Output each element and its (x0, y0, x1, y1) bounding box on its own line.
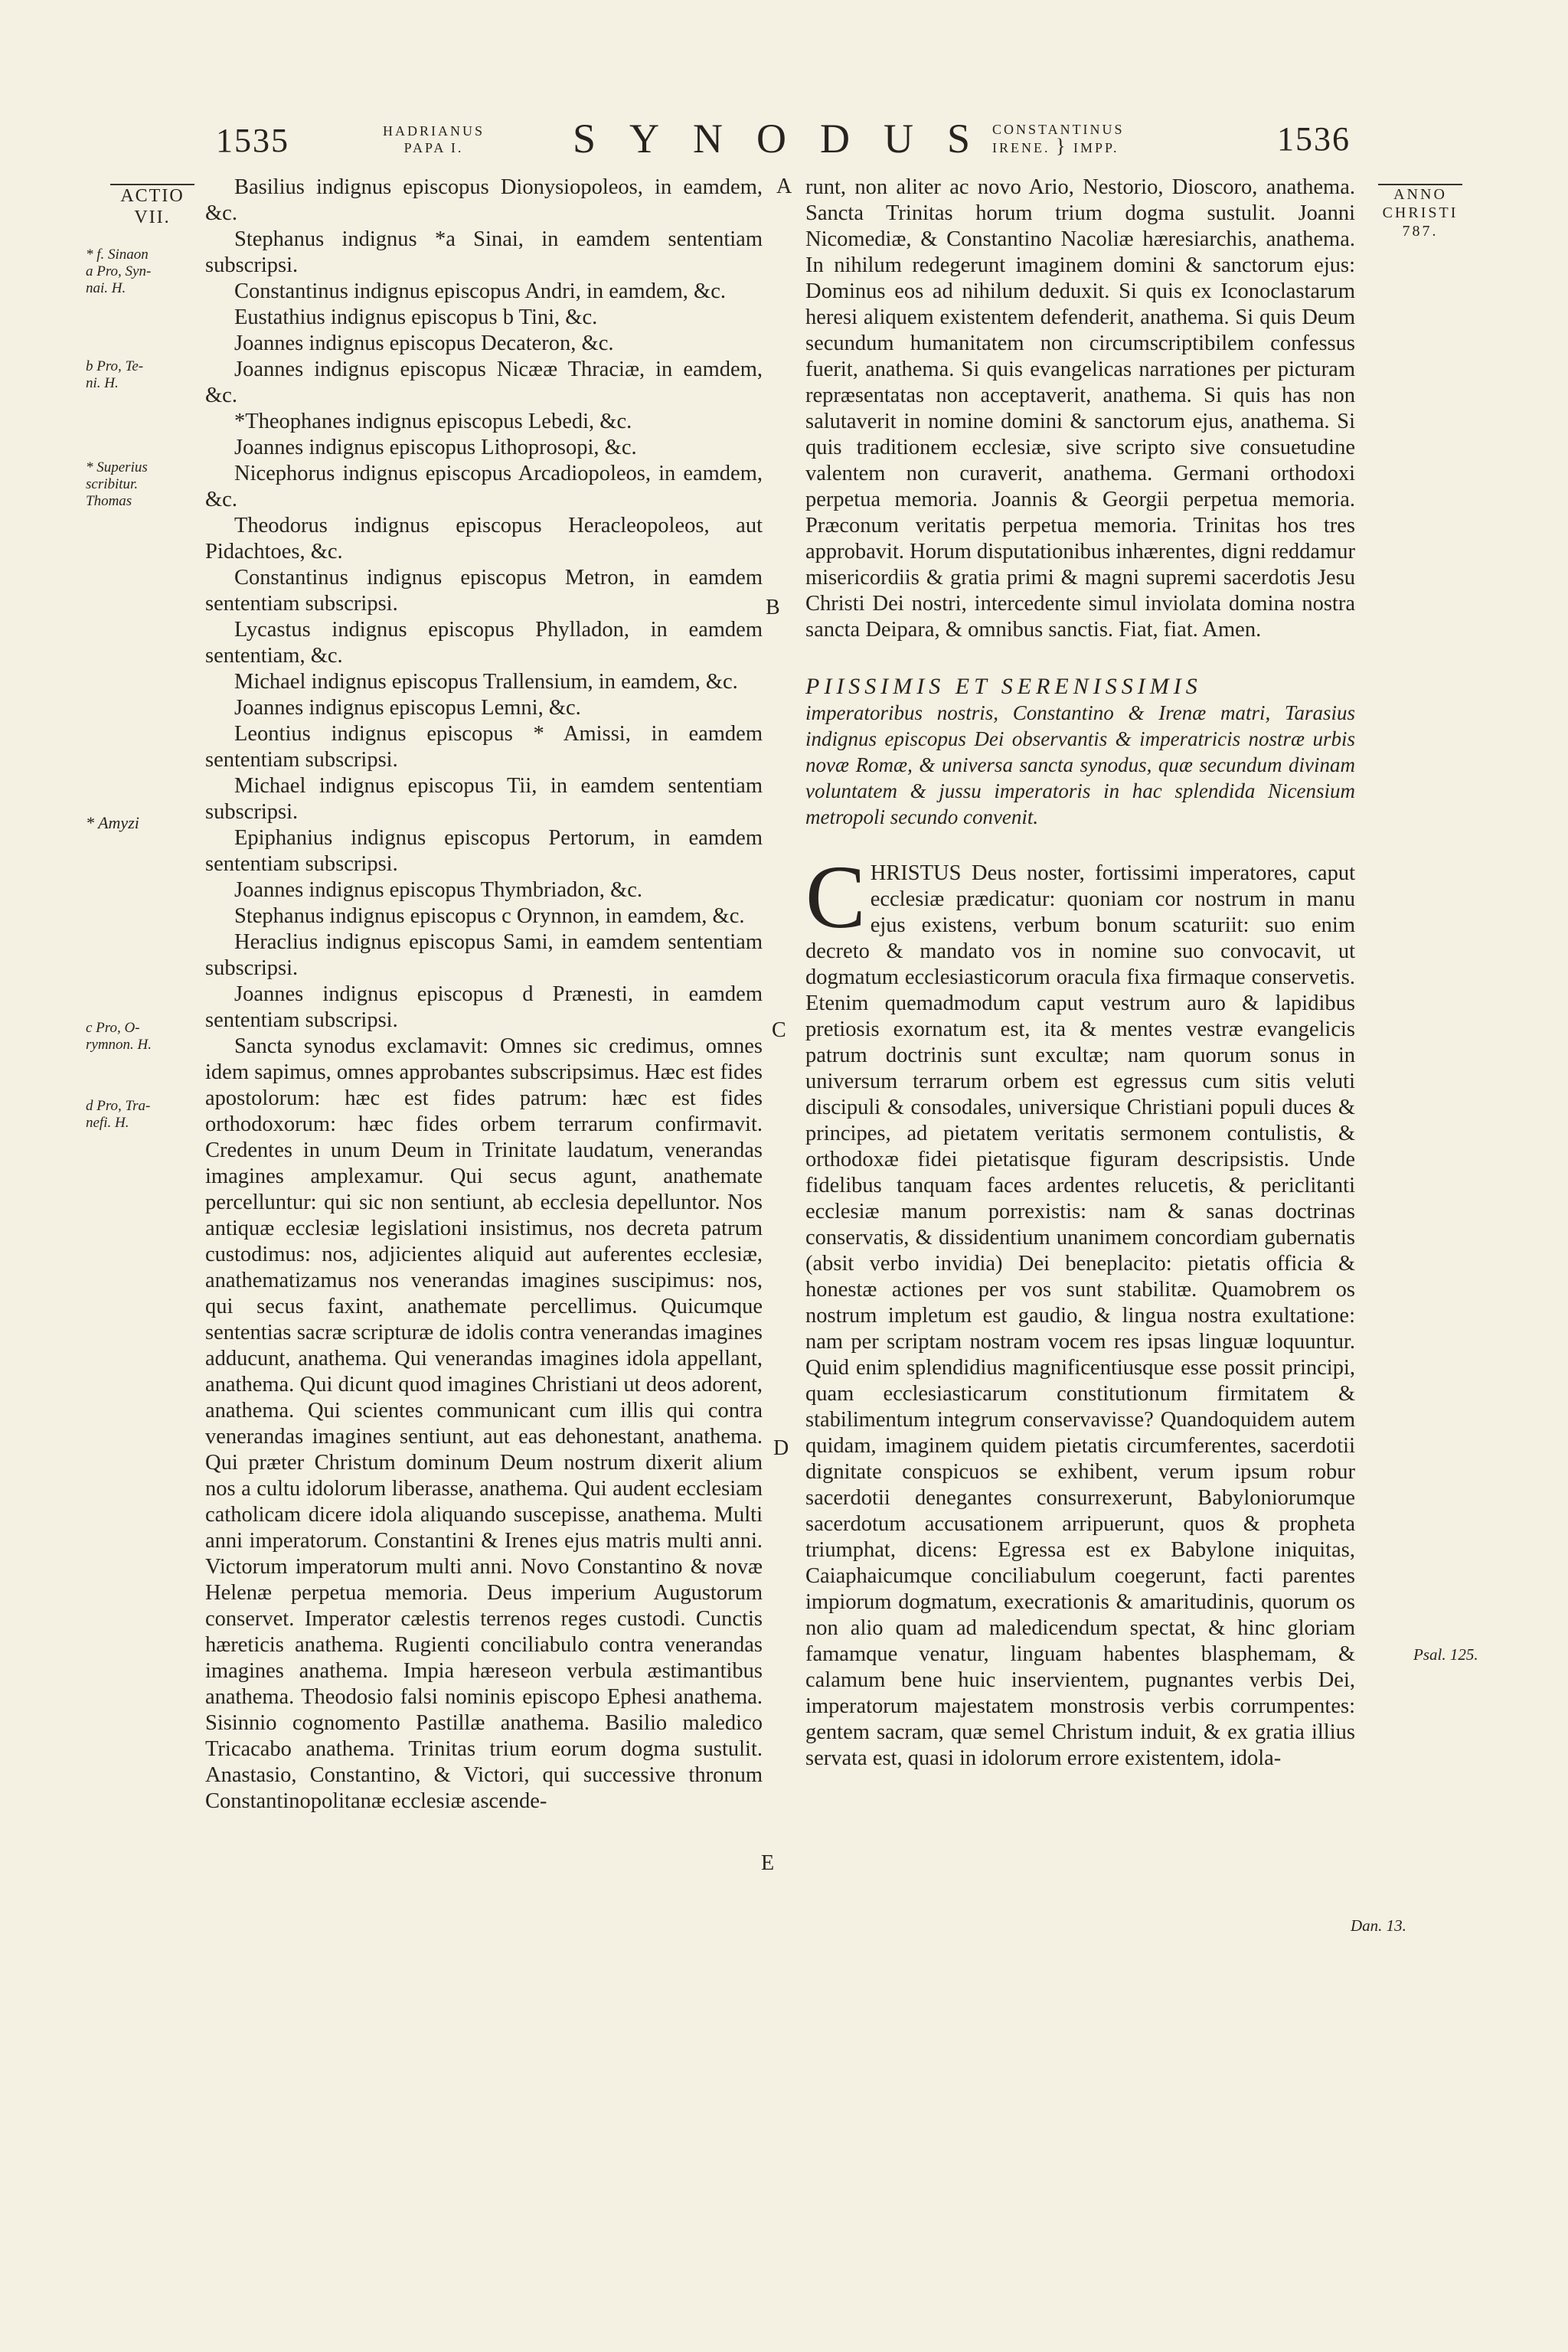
left-column (205, 175, 763, 1815)
margin-note-line: * f. Sinaon (86, 247, 149, 263)
section-letter-b: B (766, 596, 780, 619)
margin-note-tranefi (86, 1098, 150, 1132)
subscription-line: Heraclius indignus episcopus Sami, in eamdem sententiam subscripsi. (205, 930, 763, 980)
subscription-line: Joannes indignus episcopus d Prænesti, in eamdem sententiam subscripsi. (205, 982, 763, 1032)
subscription-line: Stephanus indignus episcopus c Orynnon, in eamdem, &c. (234, 904, 745, 928)
subscription-line: Michael indignus episcopus Trallensium, in eamdem, &c. (234, 670, 738, 694)
header-constantinus (992, 121, 1125, 156)
margin-note-sinaon (86, 247, 151, 297)
margin-note-line: Thomas (86, 493, 132, 509)
subscription-line: Constantinus indignus episcopus Andri, in eamdem, &c. (234, 279, 726, 303)
margin-note-line: d Pro, Tra- (86, 1098, 151, 1114)
section-letter-e: E (761, 1851, 775, 1875)
margin-note-line: c Pro, O- (86, 1020, 140, 1036)
header-constantinus-line1: CONSTANTINUS (992, 122, 1125, 137)
margin-note-amyzi (86, 815, 139, 831)
margin-note-line: nai. H. (86, 280, 126, 296)
anno-line2: CHRISTI (1382, 204, 1459, 221)
margin-note-teni (86, 358, 143, 392)
actio-line1: ACTIO (120, 186, 185, 206)
section-letter-a: A (776, 175, 792, 198)
margin-note-line: ni. H. (86, 375, 119, 391)
subscription-line: Joannes indignus episcopus Lithoprosopi, &c. (234, 436, 637, 459)
subscription-line: Joannes indignus episcopus Decateron, &c. (234, 332, 614, 355)
actio-label (110, 184, 194, 228)
subscription-line: Stephanus indignus *a Sinai, in eamdem sententiam subscripsi. (205, 227, 763, 277)
margin-note-thomas (86, 459, 148, 510)
page-number-left: 1535 (216, 122, 289, 159)
margin-note-line: nefi. H. (86, 1115, 129, 1131)
subscription-line: Theodorus indignus episcopus Heracleopoleos, aut Pidachtoes, &c. (205, 514, 763, 564)
header-constantinus-irene: IRENE. (992, 140, 1050, 155)
christus-text: HRISTUS Deus noster, fortissimi imperatores, caput ecclesiæ prædicatur: quoniam cor nostrum in manu ejus existens, verbum bonum scaturiit: suo enim decreto & mandato vos in nomine suo convocavit, ut dogmatum ecclesiasticorum oracula fixa firmaque conservetis. Etenim quemadmodum caput vestrum auro & lapidibus pretiosis exornatum est, ita & mentes vestræ evangelicis patrum doctrinis sunt excultæ; nam quorum sonus in universum terrarum orbem est egressus cum sitis veluti discipuli & consodales, universique Christiani populi duces & principes, ad pietatem veritatis sermonem contulistis, & orthodoxæ fidei pietatisque figuram descripsistis. Unde fidelibus tanquam faces ardentes relucetis, & periclitanti ecclesiæ manum porrexistis: nam & sanas doctrinas conservatis, & dissidentium unanimem concordiam gubernatis (absit verbo invidia) Dei beneplacito: pietatis officia & honestæ actiones per vos sunt stabilitæ. Quamobrem os nostrum impletum est gaudio, & lingua nostra exultatione: nam per scriptam nostram vocem res ipsas linguæ loquuntur. Quid enim splendidius magnificentiusque esse possit principi, quam ecclesiasticarum constitutionum firmitatem & stabilimentum integrum conservavisse? Quandoquidem autem quidam, imaginem quidem pietatis circumferentes, sacerdotii dignitate conspicuos se exhibent, verum ipsum robur sacerdotii denegantes consurrexerunt, Babyloniorumque sacerdotum accusationem arripuerunt, quos & propheta triumphat, dicens: Egressa est ex Babylone iniquitas, Caiaphaicumque conciliabulum coegerunt, facti parentes impiorum dogmatum, execrationis & amaritudinis, quorum os non alio quam ad maledicendum spectat, & hinc gloriam famamque venatur, linguam habentes blasphemam, & calamum bene huic inservientem, pugnantes verbis Dei, imperatorum majestatem monstrosis verbis corrumpentes: gentem sacram, quæ semel Christum induit, & ex gratia illius servata est, quasi in idolorum errore existentem, idola- (805, 861, 1355, 1770)
margin-note-line: * Amyzi (86, 813, 139, 832)
subscription-line: Constantinus indignus episcopus Metron, in eamdem sententiam subscripsi. (205, 566, 763, 616)
christus-paragraph (805, 847, 1355, 1772)
margin-note-line: b Pro, Te- (86, 358, 144, 374)
margin-note-line: rymnon. H. (86, 1037, 152, 1053)
right-column (805, 175, 1355, 1772)
margin-note-orymnon (86, 1020, 152, 1054)
header-constantinus-line2: IRENE. } IMPP. (992, 135, 1119, 157)
letter-heading-title: PIISSIMIS ET SERENISSIMIS (805, 674, 1202, 699)
subscription-line: Lycastus indignus episcopus Phylladon, in eamdem sententiam, &c. (205, 618, 763, 668)
header-hadrianus-line2: PAPA I. (403, 140, 464, 155)
margin-note-line: * Superius (86, 459, 148, 475)
margin-note-line: a Pro, Syn- (86, 263, 152, 279)
margin-note-psalm: Psal. 125. (1413, 1645, 1478, 1664)
header-title: SYNODUS (573, 116, 1004, 162)
subscription-line: Epiphanius indignus episcopus Pertorum, in eamdem sententiam subscripsi. (205, 826, 763, 876)
section-letter-c: C (772, 1018, 786, 1042)
acclamation-paragraph: Sancta synodus exclamavit: Omnes sic credimus, omnes idem sapimus, omnes approbantes subscripsimus. Hæc est fides apostolorum: hæc est fides patrum: hæc est fides orthodoxorum: hæc fides orbem terrarum confirmavit. Credentes in unum Deum in Trinitate laudatum, venerandas imagines amplexamur. Qui secus agunt, anathemate percelluntur: qui sic non sentiunt, ab ecclesia depelluntor. Nos antiquæ ecclesiæ legislationi insistimus, nos decreta patrum custodimus: nos, adjicientes aliquid aut auferentes ecclesiæ, anathematizamus nos venerandas imagines suscipimus: nos, qui secus faxint, anathemate percellimus. Quicumque sententias sacræ scripturæ de idolis contra venerandas imagines adducunt, anathema. Qui venerandas imagines idola appellant, anathema. Qui dicunt quod imagines Christiani ut deos adorent, anathema. Qui scientes communicant cum illis qui contra venerandas imagines sentiunt, aut eas dehonestant, anathema. Qui præter Christum dominum Deum nostrum dixerit alium nos a cultu idolorum liberasse, anathema. Qui audent ecclesiam catholicam dicere idola aliquando suscepisse, anathema. Multi anni imperatorum. Constantini & Irenes ejus matris multi anni. Victorum imperatorum multi anni. Novo Constantino & novæ Helenæ perpetua memoria. Deus imperium Augustorum conservet. Imperator cælestis terrenos reges custodi. Cunctis hæreticis anathema. Rugienti conciliabulo contra venerandas imagines anathema. Impia hæreseon verbula æstimantibus anathema. Theodosio falsi nominis episcopo Ephesi anathema. Sisinnio cognomento Pastillæ anathema. Basilio maledico Tricacabo anathema. Trinitas trium eorum dogma sustulit. Anastasio, Constantino, & Victori, qui successive thronum Constantinopolitanæ ecclesiæ ascende- (205, 1034, 763, 1813)
letter-heading-subtitle: imperatoribus nostris, Constantino & Irenæ matri, Tarasius indignus episcopus Dei observantis & imperatricis nostræ urbis novæ Romæ, & universa sancta synodus, quæ secundum divinam voluntatem & jussu imperatoris in hac splendida Nicensium metropoli secundo convenit. (805, 701, 1355, 828)
anno-line3: 787. (1402, 223, 1439, 240)
letter-heading (805, 674, 1355, 830)
subscription-line: *Theophanes indignus episcopus Lebedi, &c. (234, 410, 632, 433)
subscription-line: Eustathius indignus episcopus b Tini, &c. (234, 305, 598, 329)
subscription-line: Nicephorus indignus episcopus Arcadiopoleos, in eamdem, &c. (205, 462, 763, 511)
section-letter-d: D (773, 1436, 789, 1460)
continuation-paragraph: runt, non aliter ac novo Ario, Nestorio, Dioscoro, anathema. Sancta Trinitas horum trium dogma sustulit. Joanni Nicomediæ, & Constantino Nacoliæ hæresiarchis, anathema. In nihilum redegerunt imaginem domini & sanctorum ejus: Dominus eos ad nihilum deduxit. Si quis ex Iconoclastarum heresi aliquem existentem defenderit, anathema. Si quis Deum secundum humanitatem non circumscriptibilem confessus fuerit, anathema. Si quis evangelicas narrationes per picturam repræsentatas non acceptaverit, anathema. Si quis has non salutaverit in nomine domini & sanctorum ejus, anathema. Si quis traditionem ecclesiæ, sive scripto sive consuetudine valentem non curaverit, anathema. Germani orthodoxi perpetua memoria. Joannis & Georgii perpetua memoria. Præconum veritatis perpetua memoria. Trinitas hos tres approbavit. Horum disputationibus inhærentes, digni reddamur misericordiis & gratia primi & magni supremi sacerdotis Jesu Christi Dei nostri, intercedente simul inviolata domina nostra sancta Deipara, & omnibus sanctis. Fiat, fiat. Amen. (805, 175, 1355, 642)
anno-line1: ANNO (1393, 186, 1447, 203)
margin-note-daniel: Dan. 13. (1351, 1916, 1406, 1935)
drop-cap: C (805, 847, 866, 947)
header-hadrianus (383, 122, 485, 156)
header-hadrianus-line1: HADRIANUS (383, 123, 485, 139)
subscription-line: Joannes indignus episcopus Thymbriadon, &c. (234, 878, 642, 902)
subscription-line: Joannes indignus episcopus Nicææ Thraciæ, in eamdem, &c. (205, 358, 763, 407)
page-number-right: 1536 (1277, 120, 1351, 158)
subscription-line: Michael indignus episcopus Tii, in eamdem sententiam subscripsi. (205, 774, 763, 824)
subscription-line: Leontius indignus episcopus * Amissi, in eamdem sententiam subscripsi. (205, 722, 763, 772)
subscription-line: Basilius indignus episcopus Dionysiopoleos, in eamdem, &c. (205, 175, 763, 225)
anno-label (1378, 184, 1462, 240)
subscription-line: Joannes indignus episcopus Lemni, &c. (234, 696, 581, 720)
actio-line2: VII. (134, 207, 171, 227)
header-impp: IMPP. (1073, 140, 1119, 155)
margin-note-line: scribitur. (86, 476, 139, 492)
